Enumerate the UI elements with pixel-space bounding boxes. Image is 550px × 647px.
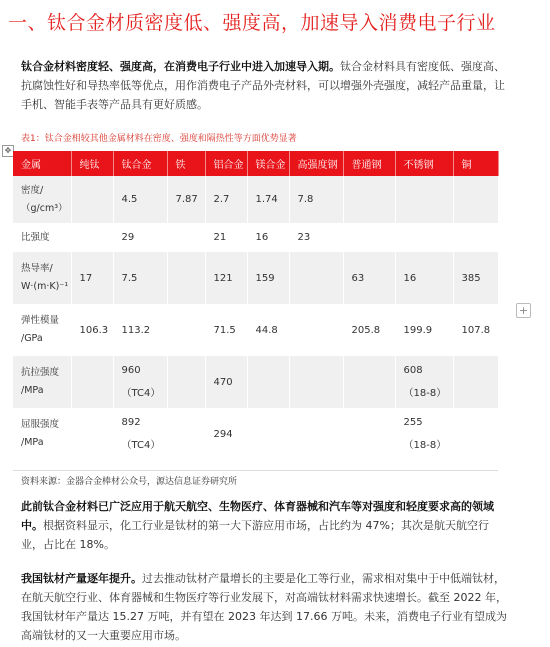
table-cell — [205, 176, 247, 223]
table-cell — [205, 304, 247, 356]
table-cell — [71, 304, 113, 356]
table-header: 普通钢 — [343, 151, 395, 176]
table-cell — [289, 408, 343, 460]
table-header: 铝合金 — [205, 151, 247, 176]
cell-value: 960 — [121, 365, 141, 376]
table-cell — [113, 408, 167, 460]
table-cell — [247, 252, 289, 304]
add-icon[interactable]: + — [516, 303, 531, 318]
cell-value: 294 — [213, 428, 233, 440]
table-cell — [113, 356, 167, 408]
table-cell — [289, 252, 343, 304]
cell-value: 2.7 — [213, 194, 230, 205]
para2-bold: 此前钛合金材料已广泛应用于航天航空、生物医疗、体育器械和汽车等对强度和轻度要求高的领域中。 — [21, 500, 494, 532]
cell-value: 71.5 — [213, 324, 236, 336]
cell-value: 205.8 — [351, 324, 381, 336]
row-label-line: 弹性模量 — [21, 315, 60, 326]
table-header: 不锈钢 — [395, 151, 453, 176]
table-row — [13, 356, 498, 408]
row-label-unit: W·(m·K)⁻¹ — [21, 281, 69, 292]
table-cell — [247, 356, 289, 408]
table-row — [13, 223, 498, 252]
move-icon[interactable]: ✥ — [2, 145, 14, 157]
cell-subvalue: （18-8） — [403, 388, 447, 399]
table-cell — [289, 356, 343, 408]
table-header: 纯钛 — [71, 151, 113, 176]
row-label-unit: /MPa — [21, 385, 44, 396]
table-cell — [289, 176, 343, 223]
para3-bold: 我国钛材产量逐年提升。 — [21, 572, 142, 585]
table-header: 钛合金 — [113, 151, 167, 176]
table-cell — [395, 252, 453, 304]
cell-value: 892 — [121, 417, 141, 428]
table-cell — [453, 176, 498, 223]
table-cell — [395, 304, 453, 356]
cell-value: 7.87 — [175, 194, 198, 205]
table-cell — [113, 252, 167, 304]
cell-value: 23 — [297, 232, 311, 243]
para3-text: 过去推动钛材产量增长的主要是化工等行业，需求相对集中于中低端钛材，在航天航空行业、体育器械和生物医疗等行业发展下，对高端钛材料需求快速增长。截至 2022 年，我国钛材年产量达 15.27 万吨，并有望在 2023 年达到 17.66 万吨。未来，消费电子行业有望成为高端钛材的又一大重要应用市场。 — [21, 572, 507, 642]
cell-subvalue: （TC4） — [121, 388, 161, 399]
cell-value: 7.5 — [121, 272, 138, 284]
table-cell — [167, 304, 205, 356]
table-cell — [205, 252, 247, 304]
cell-value: 159 — [255, 272, 275, 284]
table-cell — [71, 252, 113, 304]
row-label — [13, 304, 71, 356]
row-label-unit: /MPa — [21, 437, 44, 448]
table-header: 高强度钢 — [289, 151, 343, 176]
row-label-line: 屈服强度 — [21, 419, 60, 430]
cell-value: 608 — [403, 365, 423, 376]
cell-value: 17 — [79, 272, 93, 284]
paragraph-production — [21, 569, 507, 645]
cell-subvalue: （TC4） — [121, 440, 161, 451]
table-cell — [113, 176, 167, 223]
table-row — [13, 252, 498, 304]
comparison-table — [13, 151, 499, 460]
table-cell — [247, 176, 289, 223]
table-cell — [113, 304, 167, 356]
cell-value: 16 — [255, 232, 269, 243]
table-cell — [71, 408, 113, 460]
row-label-line: 热导率/ — [21, 263, 53, 274]
table-cell — [205, 223, 247, 252]
cell-value: 63 — [351, 272, 365, 284]
table-cell — [395, 223, 453, 252]
row-label — [13, 223, 71, 252]
table-header: 铜 — [453, 151, 498, 176]
cell-value: 29 — [121, 232, 135, 243]
page-title: 一、钛合金材质密度低、强度高，加速导入消费电子行业 — [8, 12, 496, 34]
row-label — [13, 408, 71, 460]
table-cell — [395, 176, 453, 223]
row-label — [13, 252, 71, 304]
table-cell — [247, 223, 289, 252]
table-cell — [343, 356, 395, 408]
row-label-line: 比强度 — [21, 231, 50, 243]
para2-text: 根据资料显示，化工行业是钛材的第一大下游应用市场，占比约为 47%；其次是航天航空行业，占比在 18%。 — [21, 519, 489, 551]
table-cell — [71, 356, 113, 408]
cell-value: 121 — [213, 272, 233, 284]
table-cell — [167, 176, 205, 223]
cell-value: 199.9 — [403, 324, 433, 336]
cell-value: 16 — [403, 272, 417, 284]
table-cell — [167, 408, 205, 460]
cell-value: 385 — [461, 272, 481, 284]
table-cell — [453, 408, 498, 460]
row-label — [13, 356, 71, 408]
row-label-unit: （g/cm³） — [21, 202, 68, 214]
table-cell — [453, 223, 498, 252]
table-row — [13, 176, 498, 223]
cell-value: 107.8 — [461, 324, 491, 336]
table-cell — [343, 304, 395, 356]
source-note: 资料来源：金器合金棒材公众号，源达信息证券研究所 — [21, 477, 238, 487]
paragraph-applications — [21, 497, 507, 554]
table-cell — [453, 304, 498, 356]
table-cell — [289, 304, 343, 356]
intro-bold: 钛合金材料密度轻、强度高，在消费电子行业中进入加速导入期。 — [21, 60, 340, 73]
cell-value: 4.5 — [121, 194, 138, 205]
table-cell — [343, 176, 395, 223]
cell-value: 1.74 — [255, 194, 278, 205]
table-cell — [205, 408, 247, 460]
table-cell — [167, 356, 205, 408]
table-caption: 表1：钛合金相较其他金属材料在密度、强度和隔热性等方面优势显著 — [21, 134, 297, 144]
table-bottom-divider — [13, 470, 498, 471]
cell-value: 255 — [403, 417, 423, 428]
table-cell — [71, 223, 113, 252]
table-cell — [113, 223, 167, 252]
table-row — [13, 304, 498, 356]
cell-value: 21 — [213, 232, 227, 243]
row-label-unit: /GPa — [21, 333, 43, 344]
table-cell — [453, 252, 498, 304]
intro-paragraph — [21, 57, 507, 114]
table-cell — [167, 252, 205, 304]
table-header: 铁 — [167, 151, 205, 176]
row-label-line: 密度/ — [21, 184, 44, 196]
row-label-line: 抗拉强度 — [21, 367, 60, 378]
table-cell — [247, 408, 289, 460]
cell-value: 106.3 — [79, 324, 109, 336]
table-header: 镁合金 — [247, 151, 289, 176]
table-cell — [289, 223, 343, 252]
intro-text: 钛合金材料具有密度低、强度高、抗腐蚀性好和导热率低等优点，用作消费电子产品外壳材料，可以增强外壳强度，减轻产品重量，让手机、智能手表等产品具有更好质感。 — [21, 60, 505, 111]
table-cell — [453, 356, 498, 408]
table-cell — [71, 176, 113, 223]
table-cell — [343, 252, 395, 304]
row-label — [13, 176, 71, 223]
table-cell — [247, 304, 289, 356]
table-cell — [343, 408, 395, 460]
table-cell — [343, 223, 395, 252]
cell-value: 7.8 — [297, 194, 314, 205]
table-cell — [395, 356, 453, 408]
table-cell — [395, 408, 453, 460]
table-cell — [205, 356, 247, 408]
table-header: 金属 — [13, 151, 71, 176]
table-header-row — [13, 151, 498, 176]
table-cell — [167, 223, 205, 252]
cell-value: 113.2 — [121, 324, 151, 336]
cell-value: 470 — [213, 376, 233, 388]
cell-subvalue: （18-8） — [403, 440, 447, 451]
table-row — [13, 408, 498, 460]
cell-value: 44.8 — [255, 324, 278, 336]
